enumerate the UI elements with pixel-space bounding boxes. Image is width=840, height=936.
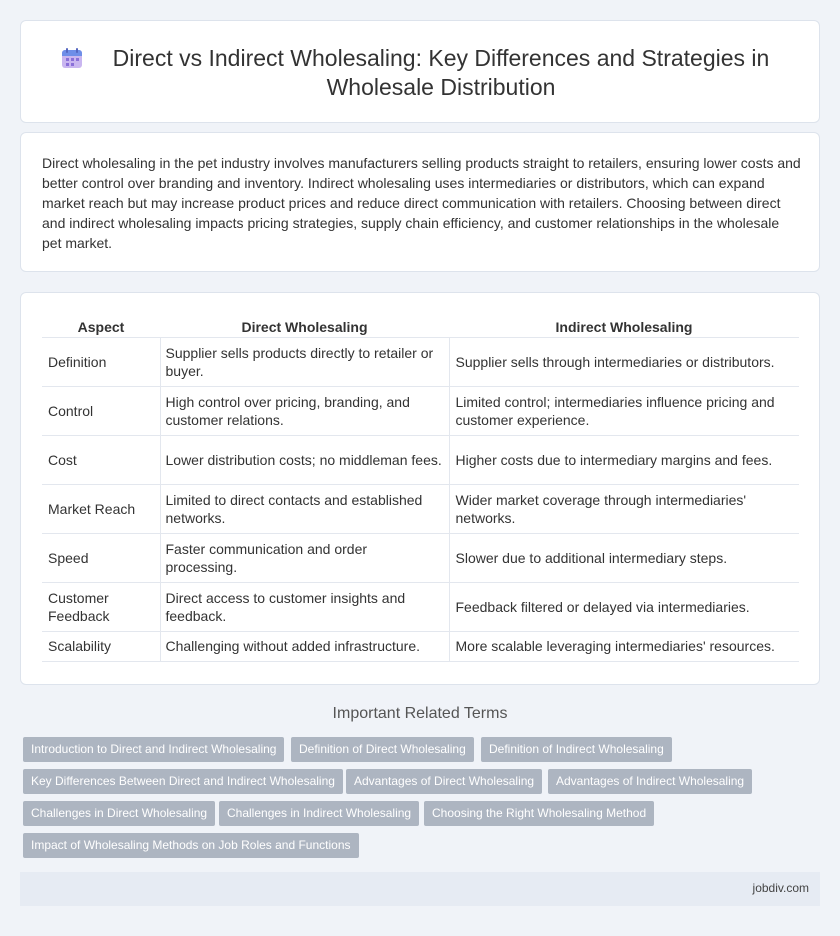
cell-direct: High control over pricing, branding, and customer relations. bbox=[160, 386, 449, 435]
cell-aspect: Speed bbox=[42, 533, 160, 582]
cell-direct: Lower distribution costs; no middleman fees. bbox=[160, 435, 449, 484]
cell-aspect: Control bbox=[42, 386, 160, 435]
cell-direct: Challenging without added infrastructure. bbox=[160, 631, 449, 661]
table-row bbox=[42, 631, 799, 661]
cell-indirect: Slower due to additional intermediary steps. bbox=[449, 533, 799, 582]
cell-direct: Direct access to customer insights and feedback. bbox=[160, 582, 449, 631]
cell-indirect: Wider market coverage through intermediaries' networks. bbox=[449, 484, 799, 533]
related-term-tag[interactable]: Advantages of Indirect Wholesaling bbox=[548, 769, 752, 794]
table-row bbox=[42, 582, 799, 631]
related-term-tag[interactable]: Key Differences Between Direct and Indirect Wholesaling bbox=[23, 769, 343, 794]
comparison-table bbox=[42, 317, 799, 662]
comparison-table-card bbox=[20, 292, 820, 685]
table-header-row bbox=[42, 317, 799, 337]
cell-aspect: Market Reach bbox=[42, 484, 160, 533]
cell-direct: Limited to direct contacts and established networks. bbox=[160, 484, 449, 533]
related-term-tag[interactable]: Definition of Indirect Wholesaling bbox=[481, 737, 672, 762]
header-indirect: Indirect Wholesaling bbox=[449, 317, 799, 337]
page-title: Direct vs Indirect Wholesaling: Key Differences and Strategies in Wholesale Distribution bbox=[112, 44, 770, 100]
related-term-tag[interactable]: Challenges in Indirect Wholesaling bbox=[219, 801, 419, 826]
related-term-tag[interactable]: Introduction to Direct and Indirect Wholesaling bbox=[23, 737, 284, 762]
table-row bbox=[42, 484, 799, 533]
header-card bbox=[20, 20, 820, 123]
cell-aspect: Customer Feedback bbox=[42, 582, 160, 631]
cell-indirect: Supplier sells through intermediaries or distributors. bbox=[449, 337, 799, 386]
cell-aspect: Scalability bbox=[42, 631, 160, 661]
intro-paragraph: Direct wholesaling in the pet industry involves manufacturers selling products straight to retailers, ensuring lower costs and better control over branding and inventory. Indirect wholesaling uses intermediaries or distributors, which can expand market reach but may increase product prices and reduce direct communication with retailers. Choosing between direct and indirect wholesaling impacts pricing strategies, supply chain efficiency, and customer relationships in the wholesale pet market. bbox=[42, 155, 801, 251]
table-row bbox=[42, 435, 799, 484]
related-term-tag[interactable]: Advantages of Direct Wholesaling bbox=[346, 769, 542, 794]
related-terms-title: Important Related Terms bbox=[332, 705, 508, 722]
cell-indirect: Limited control; intermediaries influence pricing and customer experience. bbox=[449, 386, 799, 435]
cell-direct: Faster communication and order processing. bbox=[160, 533, 449, 582]
related-term-tag[interactable]: Choosing the Right Wholesaling Method bbox=[424, 801, 654, 826]
related-term-tag[interactable]: Impact of Wholesaling Methods on Job Roles and Functions bbox=[23, 833, 359, 858]
header-direct: Direct Wholesaling bbox=[160, 317, 449, 337]
calendar-icon bbox=[61, 47, 83, 69]
cell-indirect: Higher costs due to intermediary margins and fees. bbox=[449, 435, 799, 484]
table-row bbox=[42, 337, 799, 386]
cell-aspect: Cost bbox=[42, 435, 160, 484]
footer-site-link[interactable]: jobdiv.com bbox=[752, 881, 809, 895]
title-wrap bbox=[21, 21, 821, 124]
cell-direct: Supplier sells products directly to retailer or buyer. bbox=[160, 337, 449, 386]
related-term-tag[interactable]: Definition of Direct Wholesaling bbox=[291, 737, 474, 762]
footer bbox=[20, 872, 820, 906]
table-row bbox=[42, 533, 799, 582]
table-row bbox=[42, 386, 799, 435]
header-aspect: Aspect bbox=[42, 317, 160, 337]
intro-card bbox=[20, 132, 820, 272]
cell-aspect: Definition bbox=[42, 337, 160, 386]
cell-indirect: Feedback filtered or delayed via intermediaries. bbox=[449, 582, 799, 631]
related-term-tag[interactable]: Challenges in Direct Wholesaling bbox=[23, 801, 215, 826]
cell-indirect: More scalable leveraging intermediaries' resources. bbox=[449, 631, 799, 661]
